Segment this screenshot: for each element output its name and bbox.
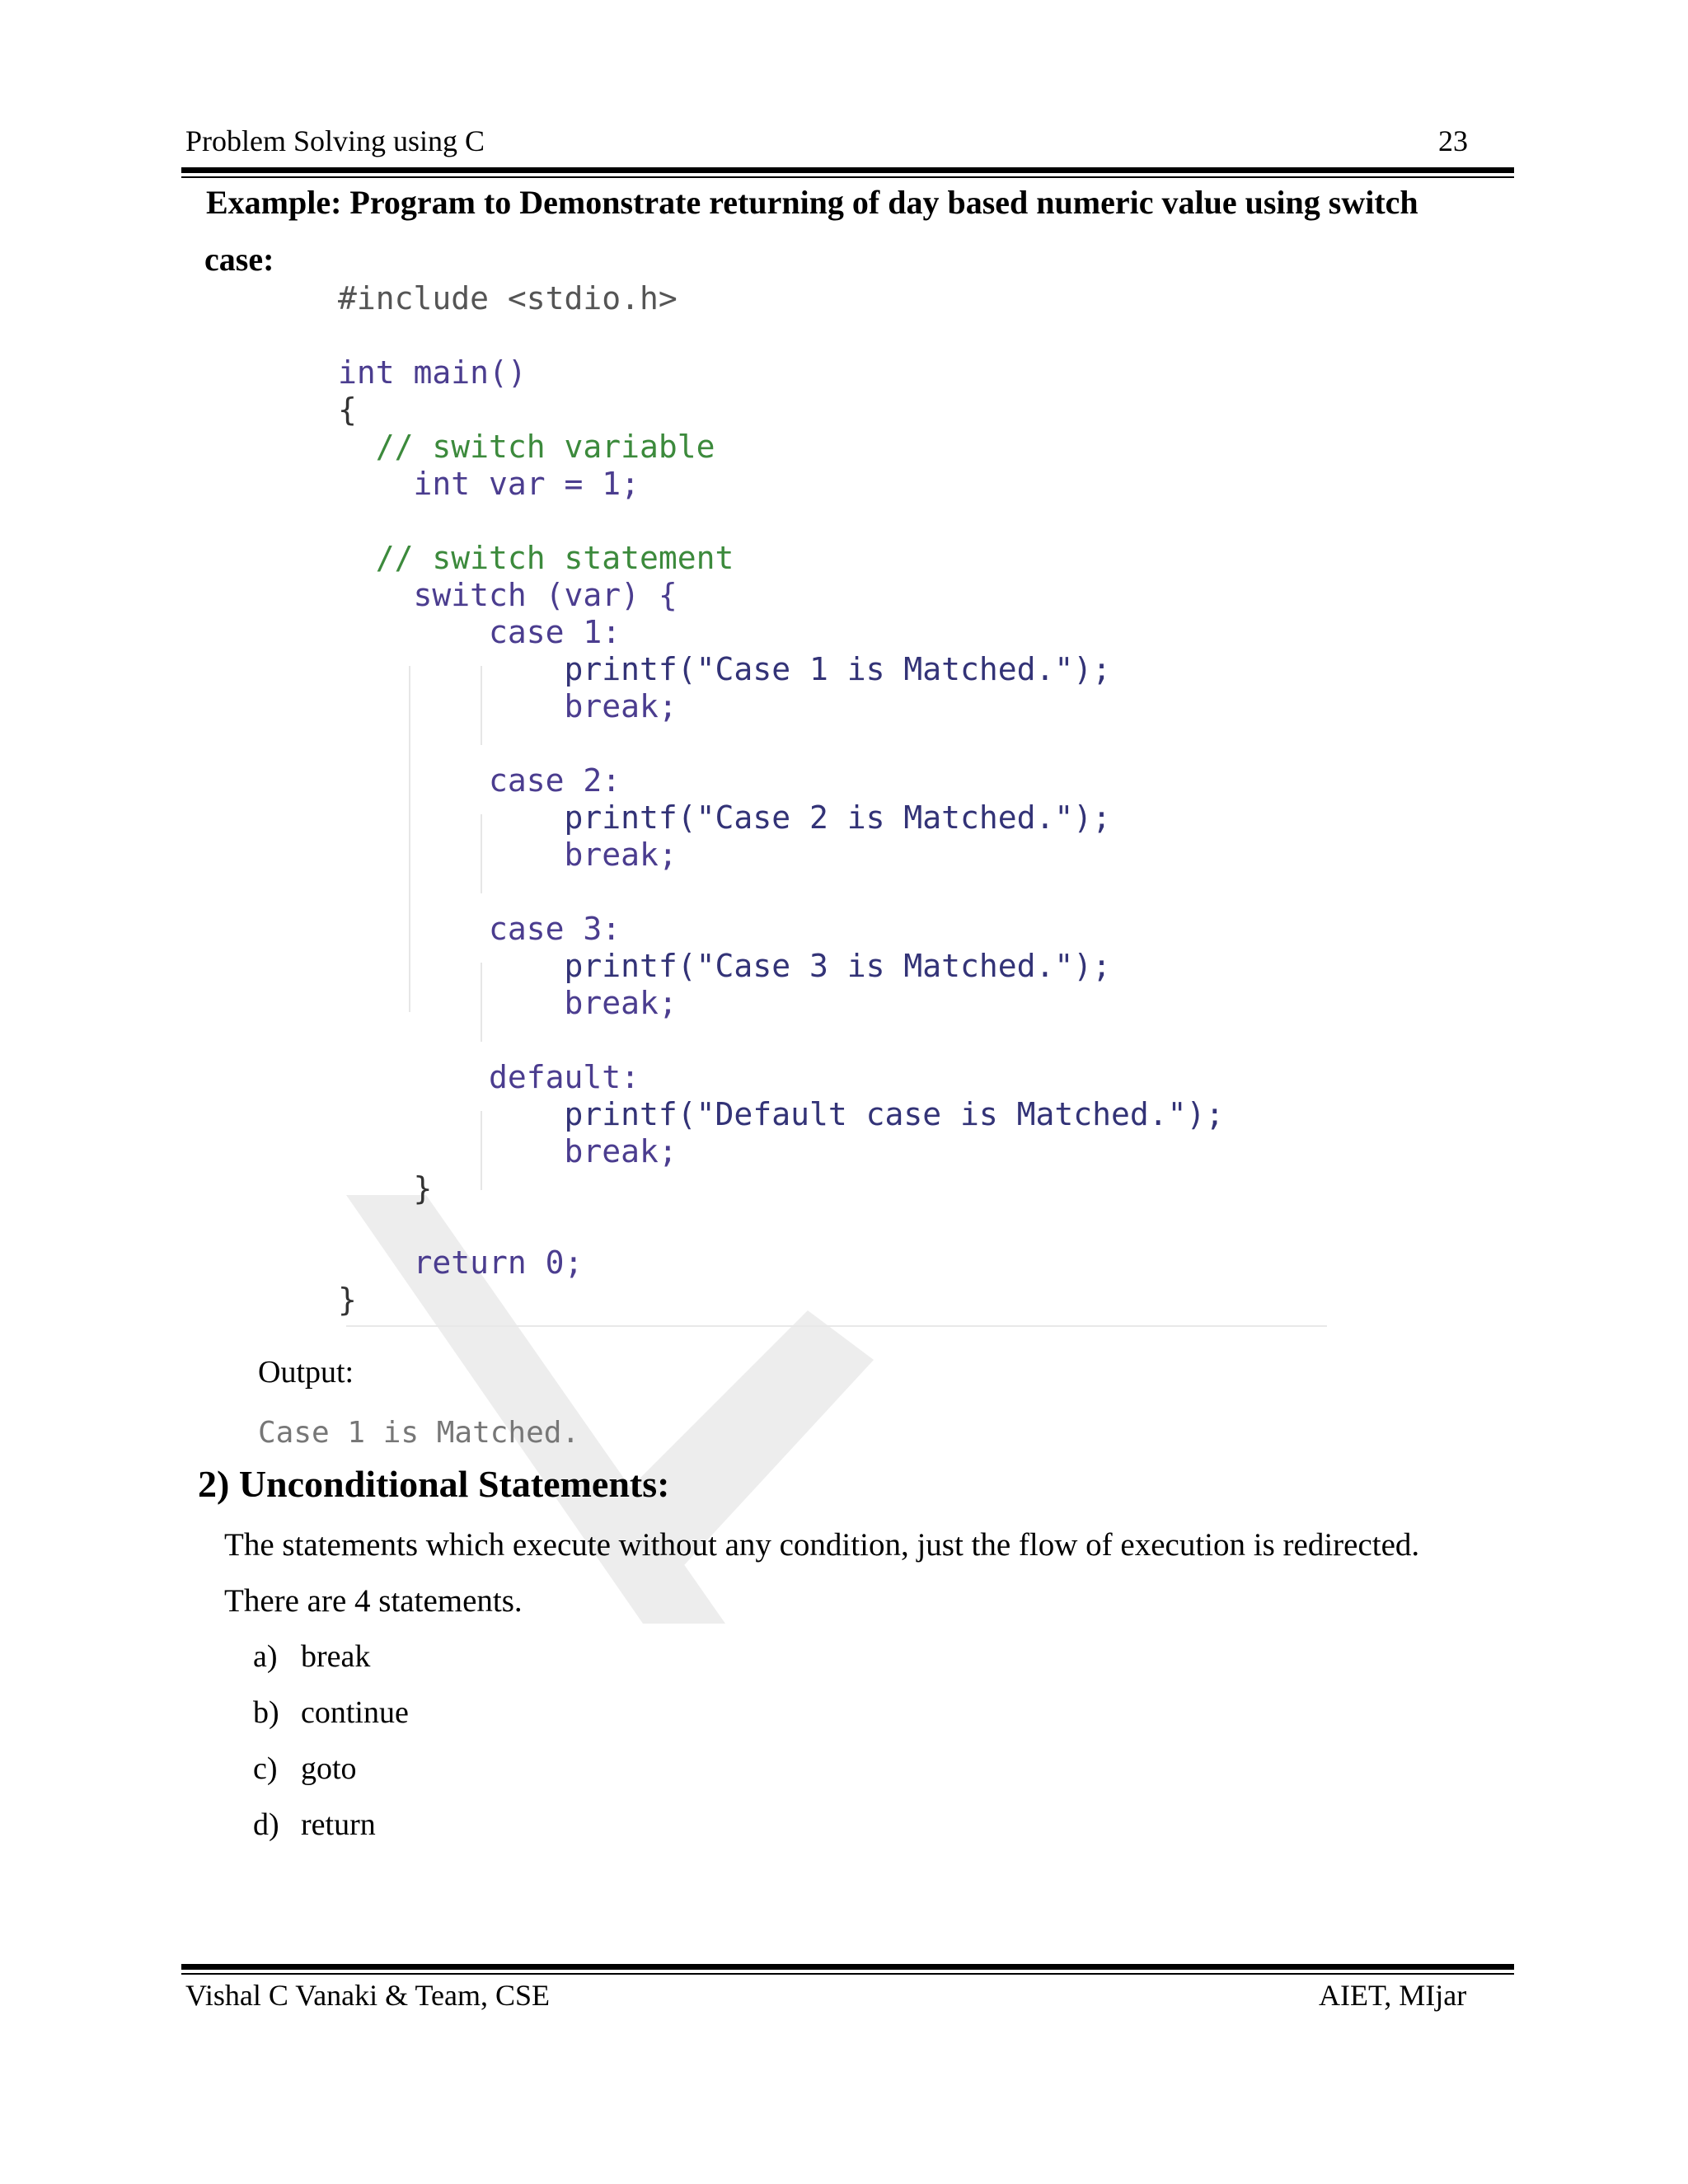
output-label: Output: — [258, 1355, 354, 1390]
list-item — [253, 1638, 370, 1675]
code-line: printf("Case 3 is Matched."); — [338, 948, 1111, 984]
code-line: case 2: — [338, 762, 621, 799]
header-rule-thin — [181, 176, 1514, 178]
code-line: break; — [338, 985, 678, 1021]
footer-author: Vishal C Vanaki & Team, CSE — [185, 1979, 550, 2012]
footer-rule-thick — [181, 1964, 1514, 1970]
list-item — [253, 1694, 409, 1731]
list-marker: a) — [253, 1639, 278, 1674]
list-marker: c) — [253, 1751, 278, 1786]
list-text: return — [301, 1807, 376, 1842]
code-line: int main() — [338, 354, 527, 391]
list-item — [253, 1807, 376, 1843]
code-line: printf("Case 2 is Matched."); — [338, 799, 1111, 836]
code-line: } — [338, 1282, 357, 1318]
footer-institution: AIET, MIjar — [1319, 1979, 1467, 2012]
code-line: // switch variable — [338, 429, 715, 465]
list-text: goto — [301, 1751, 357, 1786]
code-line: // switch statement — [338, 540, 734, 576]
section-paragraph-line2: There are 4 statements. — [224, 1583, 523, 1619]
code-line: { — [338, 391, 357, 428]
list-marker: b) — [253, 1695, 279, 1730]
code-line: case 3: — [338, 911, 621, 947]
code-line: default: — [338, 1059, 640, 1095]
section-paragraph-line1: The statements which execute without any condition, just the flow of execution is redirected. — [224, 1527, 1420, 1563]
code-bottom-edge — [346, 1325, 1327, 1327]
code-line: break; — [338, 837, 678, 873]
example-heading-line1: Example: Program to Demonstrate returning of day based numeric value using switch — [206, 184, 1418, 221]
code-line: switch (var) { — [338, 577, 678, 613]
output-text: Case 1 is Matched. — [258, 1416, 580, 1450]
code-line: printf("Default case is Matched."); — [338, 1096, 1225, 1132]
list-item — [253, 1750, 357, 1787]
section-heading: 2) Unconditional Statements: — [198, 1463, 670, 1505]
code-line: printf("Case 1 is Matched."); — [338, 651, 1111, 687]
list-marker: d) — [253, 1807, 279, 1842]
code-line: break; — [338, 1133, 678, 1169]
code-line: case 1: — [338, 614, 621, 650]
code-block — [313, 280, 1335, 1343]
page-number: 23 — [1438, 124, 1468, 157]
code-line: int var = 1; — [338, 466, 640, 502]
header-rule-thick — [181, 167, 1514, 173]
example-heading-line2: case: — [204, 241, 274, 278]
running-header-title: Problem Solving using C — [185, 124, 485, 157]
code-line: } — [338, 1170, 433, 1207]
code-line: return 0; — [338, 1244, 584, 1281]
code-line: break; — [338, 688, 678, 724]
footer-rule-thin — [181, 1973, 1514, 1975]
list-text: continue — [301, 1695, 409, 1730]
list-text: break — [301, 1639, 371, 1674]
code-line: #include <stdio.h> — [338, 280, 678, 316]
